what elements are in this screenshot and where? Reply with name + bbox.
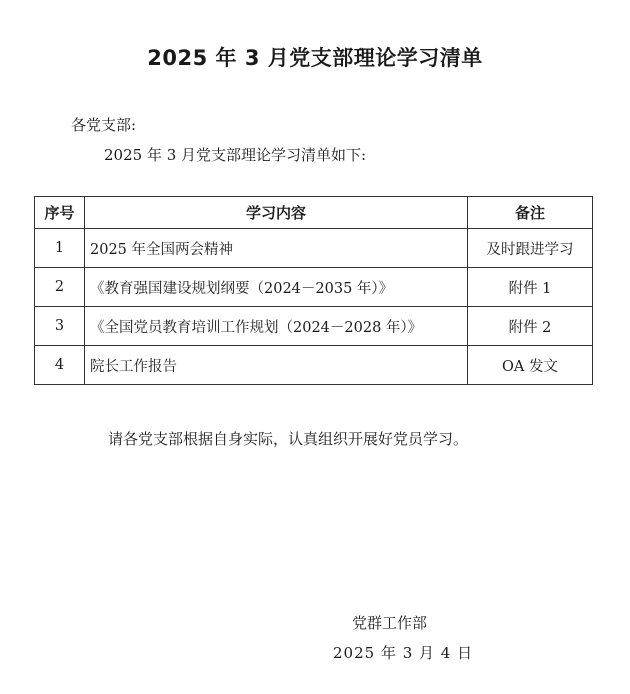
row-number: 2 (35, 268, 85, 307)
study-list-table (34, 196, 593, 385)
row-remark: OA 发文 (468, 346, 593, 385)
row-number: 3 (35, 307, 85, 346)
table-row (35, 307, 593, 346)
row-remark: 附件 2 (468, 307, 593, 346)
row-content: 院长工作报告 (85, 346, 468, 385)
document-title: 2025 年 3 月党支部理论学习清单 (147, 46, 483, 70)
row-number: 1 (35, 229, 85, 268)
row-content: 《全国党员教育培训工作规划（2024－2028 年）》 (85, 307, 468, 346)
row-number: 4 (35, 346, 85, 385)
issuer-name: 党群工作部 (352, 614, 428, 632)
row-remark: 及时跟进学习 (468, 229, 593, 268)
table-row (35, 268, 593, 307)
table-row (35, 346, 593, 385)
issue-date: 2025 年 3 月 4 日 (333, 644, 474, 662)
row-remark: 附件 1 (468, 268, 593, 307)
intro-text: 2025 年 3 月党支部理论学习清单如下: (104, 146, 367, 164)
closing-text: 请各党支部根据自身实际，认真组织开展好党员学习。 (108, 430, 469, 448)
row-content: 《教育强国建设规划纲要（2024－2035 年）》 (85, 268, 468, 307)
salutation: 各党支部: (71, 116, 137, 134)
table-row (35, 229, 593, 268)
header-content: 学习内容 (85, 197, 468, 229)
table-header-row (35, 197, 593, 229)
header-no: 序号 (35, 197, 85, 229)
row-content: 2025 年全国两会精神 (85, 229, 468, 268)
header-remark: 备注 (468, 197, 593, 229)
